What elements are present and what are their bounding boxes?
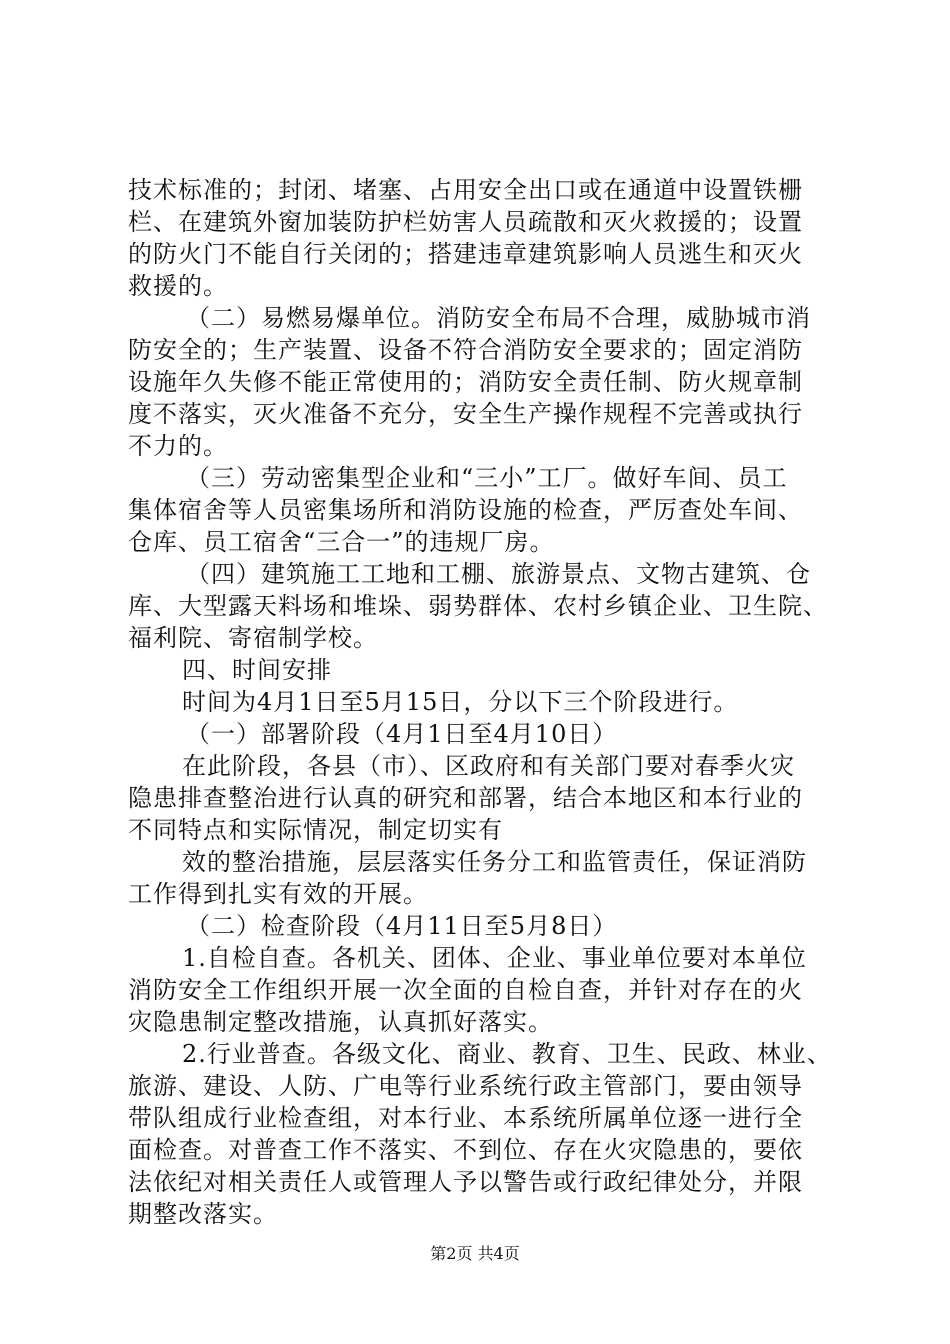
body-line: （一）部署阶段（4月1日至4月10日）	[186, 720, 618, 748]
body-line: 福利院、寄宿制学校。	[128, 624, 378, 652]
body-line: （四）建筑施工工地和工棚、旅游景点、文物古建筑、仓	[186, 560, 811, 588]
body-line: （二）检查阶段（4月11日至5月8日）	[186, 912, 618, 940]
body-line: 不力的。	[128, 432, 228, 460]
body-line: 库、大型露天料场和堆垛、弱势群体、农村乡镇企业、卫生院、	[128, 592, 828, 620]
body-line: 法依纪对相关责任人或管理人予以警告或行政纪律处分，并限	[128, 1168, 803, 1196]
body-line: 防安全的；生产装置、设备不符合消防安全要求的；固定消防	[128, 336, 803, 364]
body-line: 1.自检自查。各机关、团体、企业、事业单位要对本单位	[182, 944, 807, 972]
body-line: 的防火门不能自行关闭的；搭建违章建筑影响人员逃生和灭火	[128, 240, 803, 268]
body-line: 旅游、建设、人防、广电等行业系统行政主管部门，要由领导	[128, 1072, 803, 1100]
body-line: 2.行业普查。各级文化、商业、教育、卫生、民政、林业、	[182, 1040, 832, 1068]
body-line: 技术标准的；封闭、堵塞、占用安全出口或在通道中设置铁栅	[128, 176, 803, 204]
body-line: 在此阶段，各县（市）、区政府和有关部门要对春季火灾	[182, 752, 795, 780]
body-line: 仓库、员工宿舍“三合一”的违规厂房。	[128, 528, 555, 556]
body-line: 栏、在建筑外窗加装防护栏妨害人员疏散和灭火救援的；设置	[128, 208, 803, 236]
body-line: 时间为4月1日至5月15日，分以下三个阶段进行。	[182, 688, 739, 716]
body-line: 隐患排查整治进行认真的研究和部署，结合本地区和本行业的	[128, 784, 803, 812]
body-line: 效的整治措施，层层落实任务分工和监管责任，保证消防	[182, 848, 807, 876]
body-line: 设施年久失修不能正常使用的；消防安全责任制、防火规章制	[128, 368, 803, 396]
body-line: 集体宿舍等人员密集场所和消防设施的检查，严厉查处车间、	[128, 496, 803, 524]
page-number: 第2页 共4页	[430, 1244, 520, 1263]
body-line: 带队组成行业检查组，对本行业、本系统所属单位逐一进行全	[128, 1104, 803, 1132]
body-line: 面检查。对普查工作不落实、不到位、存在火灾隐患的，要依	[128, 1136, 803, 1164]
body-line: 工作得到扎实有效的开展。	[128, 880, 428, 908]
body-line: 期整改落实。	[128, 1200, 278, 1228]
body-line: （三）劳动密集型企业和“三小”工厂。做好车间、员工	[186, 464, 788, 492]
body-line: （二）易燃易爆单位。消防安全布局不合理，威胁城市消	[186, 304, 811, 332]
body-line: 消防安全工作组织开展一次全面的自检自查，并针对存在的火	[128, 976, 803, 1004]
section-heading: 四、时间安排	[182, 656, 332, 684]
body-line: 不同特点和实际情况，制定切实有	[128, 816, 503, 844]
body-line: 救援的。	[128, 272, 228, 300]
body-line: 灾隐患制定整改措施，认真抓好落实。	[128, 1008, 553, 1036]
body-line: 度不落实，灭火准备不充分，安全生产操作规程不完善或执行	[128, 400, 803, 428]
